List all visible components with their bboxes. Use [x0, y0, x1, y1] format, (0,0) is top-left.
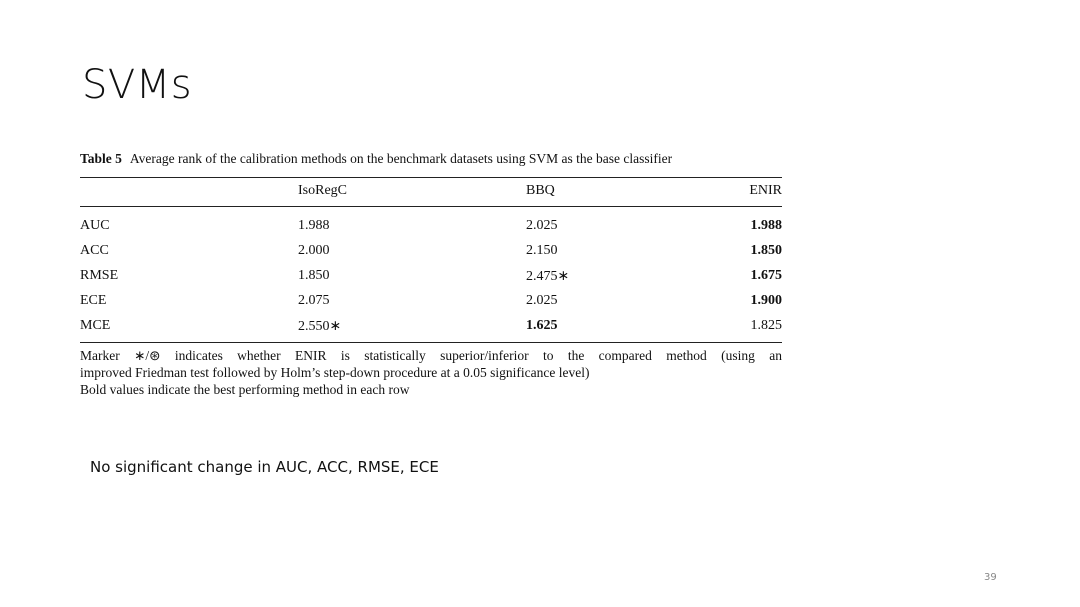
cell-bbq: 2.150 — [526, 243, 558, 258]
row-metric: AUC — [80, 218, 110, 233]
table-row — [80, 289, 782, 314]
cell-isoregc: 2.075 — [298, 293, 330, 308]
table-caption-text: Average rank of the calibration methods on the benchmark datasets using SVM as the base classifier — [129, 151, 673, 166]
cell-bbq: 2.025 — [526, 293, 558, 308]
table-footnote — [80, 347, 782, 398]
cell-bbq: 2.475∗ — [526, 268, 570, 284]
cell-enir: 1.825 — [750, 318, 782, 333]
slide-title: SVMs — [82, 62, 193, 108]
cell-bbq: 1.625 — [526, 318, 558, 333]
table-caption-label: Table 5 — [80, 151, 122, 166]
cell-bbq: 2.025 — [526, 218, 558, 233]
row-metric: ECE — [80, 293, 107, 308]
cell-isoregc: 2.550∗ — [298, 318, 342, 334]
footnote-line: Marker ∗/⊛ indicates whether ENIR is statistically superior/inferior to the compared method (using an — [80, 348, 782, 363]
cell-enir: 1.900 — [750, 293, 782, 308]
results-table — [80, 177, 782, 343]
cell-isoregc: 1.988 — [298, 218, 330, 233]
table-header-isoregc: IsoRegC — [298, 183, 347, 198]
row-metric: ACC — [80, 243, 109, 258]
table-row — [80, 207, 782, 240]
table-header-row — [80, 178, 782, 207]
table-header-enir: ENIR — [749, 183, 782, 198]
slide-note: No significant change in AUC, ACC, RMSE, ECE — [90, 458, 439, 476]
results-table-figure — [80, 150, 782, 398]
row-metric: MCE — [80, 318, 111, 333]
page-number: 39 — [984, 572, 997, 583]
table-row — [80, 264, 782, 289]
cell-enir: 1.850 — [750, 243, 782, 258]
cell-isoregc: 1.850 — [298, 268, 330, 283]
cell-enir: 1.675 — [750, 268, 782, 283]
cell-isoregc: 2.000 — [298, 243, 330, 258]
table-row — [80, 239, 782, 264]
cell-enir: 1.988 — [750, 218, 782, 233]
table-row — [80, 314, 782, 343]
footnote-line: improved Friedman test followed by Holm’s step-down procedure at a 0.05 significance level) — [80, 365, 590, 380]
table-header-empty — [80, 178, 298, 207]
table-caption — [80, 150, 782, 168]
row-metric: RMSE — [80, 268, 119, 283]
footnote-line: Bold values indicate the best performing method in each row — [80, 382, 410, 397]
table-header-bbq: BBQ — [526, 183, 555, 198]
